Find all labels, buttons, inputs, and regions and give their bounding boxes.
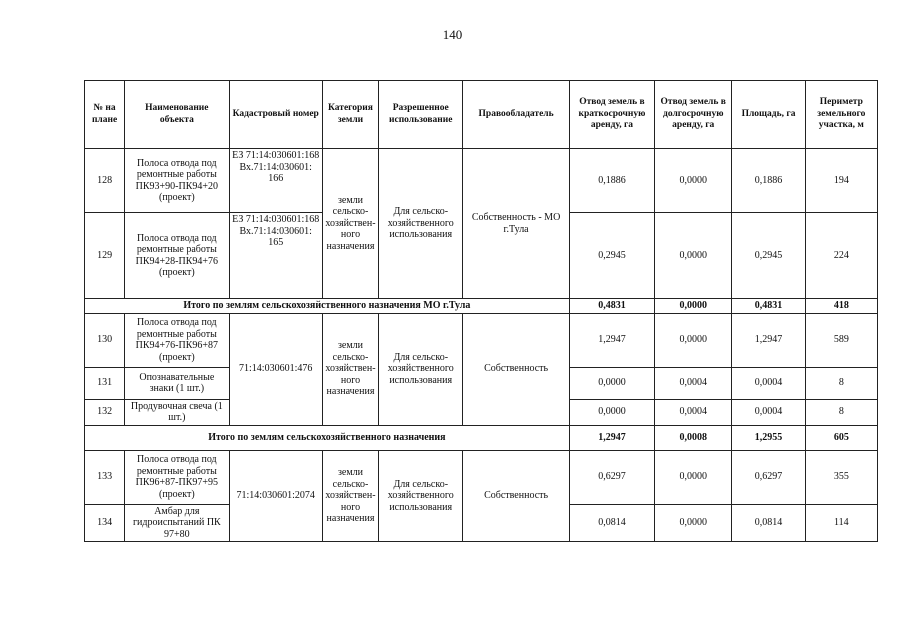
total-short: 0,4831 [569, 299, 654, 314]
row-area: 0,0004 [732, 399, 805, 425]
row-short: 0,6297 [569, 450, 654, 504]
total-long: 0,0000 [655, 299, 732, 314]
row-category: земли сельско-хозяйствен-ного назначения [322, 313, 378, 425]
row-cadastral: ЕЗ 71:14:030601:168 Вх.71:14:030601: 165 [229, 213, 322, 299]
row-perimeter: 114 [805, 504, 877, 542]
row-num: 133 [85, 450, 125, 504]
row-use: Для сельско-хозяйственного использования [379, 450, 463, 542]
row-long: 0,0000 [655, 313, 732, 367]
total-perimeter: 418 [805, 299, 877, 314]
header-perimeter: Периметр земельного участка, м [805, 81, 877, 149]
row-short: 0,0000 [569, 367, 654, 399]
row-short: 0,1886 [569, 149, 654, 213]
row-owner: Собственность [463, 313, 569, 425]
row-num: 128 [85, 149, 125, 213]
page-number: 140 [442, 27, 463, 42]
table-row [85, 149, 878, 213]
row-num: 131 [85, 367, 125, 399]
row-name: Полоса отвода под ремонтные работы ПК94+76-ПК96+87 (проект) [125, 313, 229, 367]
header-cadastral: Кадастровый номер [229, 81, 322, 149]
row-name: Амбар для гидроиспытаний ПК 97+80 [125, 504, 229, 542]
row-name: Опознавательные знаки (1 шт.) [125, 367, 229, 399]
row-long: 0,0000 [655, 504, 732, 542]
row-cadastral: 71:14:030601:476 [229, 313, 322, 425]
header-row [85, 81, 878, 149]
row-cadastral: 71:14:030601:2074 [229, 450, 322, 542]
total-label: Итого по землям сельскохозяйственного назначения [85, 425, 570, 450]
header-num: № на плане [85, 81, 125, 149]
row-name: Полоса отвода под ремонтные работы ПК94+28-ПК94+76 (проект) [125, 213, 229, 299]
total-area: 1,2955 [732, 425, 805, 450]
row-num: 132 [85, 399, 125, 425]
row-long: 0,0004 [655, 367, 732, 399]
row-area: 0,0814 [732, 504, 805, 542]
row-long: 0,0000 [655, 213, 732, 299]
row-long: 0,0000 [655, 450, 732, 504]
row-short: 1,2947 [569, 313, 654, 367]
row-owner: Собственность - МО г.Тула [463, 149, 569, 299]
total-row [85, 425, 878, 450]
row-area: 0,0004 [732, 367, 805, 399]
row-long: 0,0004 [655, 399, 732, 425]
header-owner: Правообладатель [463, 81, 569, 149]
header-area: Площадь, га [732, 81, 805, 149]
row-perimeter: 194 [805, 149, 877, 213]
row-short: 0,2945 [569, 213, 654, 299]
land-table [84, 80, 878, 542]
row-name: Полоса отвода под ремонтные работы ПК93+90-ПК94+20 (проект) [125, 149, 229, 213]
row-area: 0,1886 [732, 149, 805, 213]
row-category: земли сельско-хозяйствен-ного назначения [322, 149, 378, 299]
total-long: 0,0008 [655, 425, 732, 450]
row-long: 0,0000 [655, 149, 732, 213]
row-area: 1,2947 [732, 313, 805, 367]
row-short: 0,0814 [569, 504, 654, 542]
row-owner: Собственность [463, 450, 569, 542]
table-row [85, 313, 878, 367]
row-short: 0,0000 [569, 399, 654, 425]
header-short: Отвод земель в краткосрочную аренду, га [569, 81, 654, 149]
row-cadastral: ЕЗ 71:14:030601:168 Вх.71:14:030601: 166 [229, 149, 322, 213]
row-use: Для сельско-хозяйственного использования [379, 313, 463, 425]
row-area: 0,6297 [732, 450, 805, 504]
row-num: 129 [85, 213, 125, 299]
total-short: 1,2947 [569, 425, 654, 450]
row-perimeter: 589 [805, 313, 877, 367]
total-row [85, 299, 878, 314]
row-use: Для сельско-хозяйственного использования [379, 149, 463, 299]
row-num: 134 [85, 504, 125, 542]
row-area: 0,2945 [732, 213, 805, 299]
total-area: 0,4831 [732, 299, 805, 314]
row-name: Полоса отвода под ремонтные работы ПК96+87-ПК97+95 (проект) [125, 450, 229, 504]
row-perimeter: 224 [805, 213, 877, 299]
row-perimeter: 8 [805, 367, 877, 399]
row-category: земли сельско-хозяйствен-ного назначения [322, 450, 378, 542]
header-category: Категория земли [322, 81, 378, 149]
total-label: Итого по землям сельскохозяйственного назначения МО г.Тула [85, 299, 570, 314]
total-perimeter: 605 [805, 425, 877, 450]
row-num: 130 [85, 313, 125, 367]
header-use: Разрешенное использование [379, 81, 463, 149]
row-perimeter: 8 [805, 399, 877, 425]
header-long: Отвод земель в долгосрочную аренду, га [655, 81, 732, 149]
row-perimeter: 355 [805, 450, 877, 504]
header-name: Наименование объекта [125, 81, 229, 149]
table-row [85, 450, 878, 504]
row-name: Продувочная свеча (1 шт.) [125, 399, 229, 425]
